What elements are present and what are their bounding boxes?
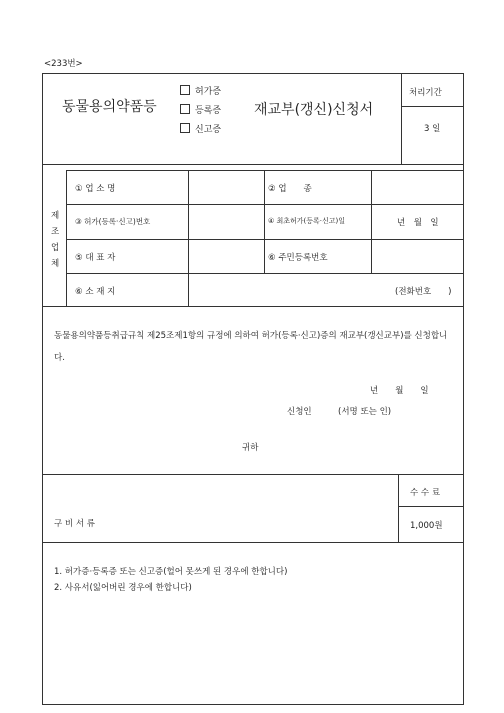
business-name-field[interactable] bbox=[190, 172, 262, 202]
checkbox-icon bbox=[180, 85, 190, 95]
processing-period-label: 처리기간 bbox=[409, 88, 442, 98]
declaration-text: 동물용의약품등취급규칙 제25조제1항의 규정에 의하여 허가(등록·신고)증의 재교부(갱신교부)를 신청합니다. bbox=[54, 331, 448, 363]
form-title-left: 동물용의약품등 bbox=[62, 99, 157, 115]
permit-number-field[interactable] bbox=[190, 206, 262, 237]
resident-number-label: ⑥ 주민등록번호 bbox=[268, 253, 328, 263]
processing-period-value: 3 일 bbox=[424, 124, 441, 134]
document-item-1: 1. 허가증·등록증 또는 신고증(헐어 못쓰게 된 경우에 한합니다) bbox=[54, 567, 288, 577]
option-registration[interactable]: 등록증 bbox=[180, 103, 221, 116]
side-label-4: 체 bbox=[51, 259, 60, 269]
business-type-label: ② 업 종 bbox=[268, 184, 312, 194]
permit-number-label: ③ 허가(등록·신고)번호 bbox=[75, 217, 151, 226]
address-label: ⑥ 소 재 지 bbox=[75, 287, 116, 297]
representative-field[interactable] bbox=[190, 241, 262, 271]
representative-label: ⑤ 대 표 자 bbox=[75, 253, 116, 263]
signature-label[interactable]: (서명 또는 인) bbox=[338, 407, 392, 417]
fee-label: 수 수 료 bbox=[410, 488, 441, 498]
form-number: <233번> bbox=[44, 59, 83, 69]
document-item-2: 2. 사유서(잃어버린 경우에 한합니다) bbox=[54, 583, 192, 593]
documents-label: 구 비 서 류 bbox=[54, 519, 95, 529]
side-label-1: 제 bbox=[51, 211, 60, 221]
option-report[interactable]: 신고증 bbox=[180, 122, 221, 135]
applicant-label: 신청인 bbox=[287, 407, 312, 417]
side-label-2: 조 bbox=[51, 227, 60, 237]
option-permit[interactable]: 허가증 bbox=[180, 84, 221, 97]
checkbox-icon bbox=[180, 104, 190, 114]
phone-label: (전화번호 ) bbox=[395, 287, 452, 297]
resident-number-field[interactable] bbox=[373, 241, 462, 271]
checkbox-icon bbox=[180, 123, 190, 133]
form-title-right: 재교부(갱신)신청서 bbox=[254, 102, 374, 118]
business-type-field[interactable] bbox=[373, 172, 462, 202]
first-permit-date-label: ④ 최초허가(등록·신고)일 bbox=[268, 217, 346, 225]
first-permit-date-value: 년 월 일 bbox=[397, 218, 439, 228]
side-label-3: 업 bbox=[51, 243, 60, 253]
recipient-label: 귀하 bbox=[242, 443, 259, 453]
application-date: 년 월 일 bbox=[370, 386, 429, 396]
business-name-label: ① 업 소 명 bbox=[75, 184, 116, 194]
fee-value: 1,000원 bbox=[410, 521, 443, 531]
